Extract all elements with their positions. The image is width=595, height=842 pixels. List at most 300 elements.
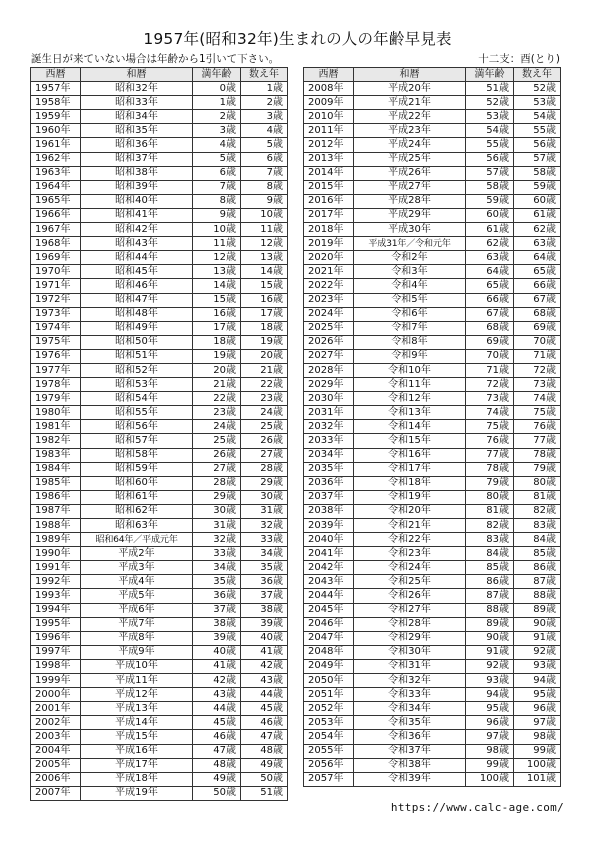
cell-wareki: 平成16年 <box>81 744 193 758</box>
cell-wareki: 令和24年 <box>354 561 466 575</box>
cell-wareki: 昭和35年 <box>81 124 193 138</box>
cell-wareki: 昭和46年 <box>81 279 193 293</box>
cell-kazoedoshi: 8歳 <box>241 180 288 194</box>
cell-man-nenrei: 6歳 <box>193 166 241 180</box>
cell-man-nenrei: 72歳 <box>466 378 514 392</box>
cell-seireki: 1957年 <box>31 82 81 96</box>
table-row <box>304 251 561 265</box>
cell-man-nenrei: 54歳 <box>466 124 514 138</box>
cell-wareki: 昭和49年 <box>81 321 193 335</box>
cell-seireki: 2013年 <box>304 152 354 166</box>
cell-man-nenrei: 71歳 <box>466 363 514 377</box>
table-row <box>304 462 561 476</box>
header-man-nenrei: 満年齢 <box>466 68 514 82</box>
cell-seireki: 1984年 <box>31 462 81 476</box>
table-row <box>31 194 288 208</box>
cell-seireki: 2052年 <box>304 702 354 716</box>
cell-seireki: 2035年 <box>304 462 354 476</box>
cell-man-nenrei: 24歳 <box>193 420 241 434</box>
cell-kazoedoshi: 45歳 <box>241 702 288 716</box>
cell-seireki: 2032年 <box>304 420 354 434</box>
table-row <box>304 152 561 166</box>
cell-kazoedoshi: 85歳 <box>514 547 561 561</box>
cell-kazoedoshi: 4歳 <box>241 124 288 138</box>
cell-kazoedoshi: 64歳 <box>514 251 561 265</box>
cell-kazoedoshi: 2歳 <box>241 96 288 110</box>
cell-man-nenrei: 42歳 <box>193 674 241 688</box>
cell-seireki: 1966年 <box>31 208 81 222</box>
table-row <box>304 321 561 335</box>
cell-wareki: 昭和41年 <box>81 208 193 222</box>
cell-man-nenrei: 32歳 <box>193 533 241 547</box>
cell-wareki: 昭和34年 <box>81 110 193 124</box>
cell-wareki: 昭和38年 <box>81 166 193 180</box>
cell-seireki: 2026年 <box>304 335 354 349</box>
cell-man-nenrei: 9歳 <box>193 208 241 222</box>
cell-man-nenrei: 82歳 <box>466 519 514 533</box>
cell-seireki: 2012年 <box>304 138 354 152</box>
table-row <box>31 237 288 251</box>
cell-kazoedoshi: 43歳 <box>241 674 288 688</box>
cell-seireki: 2023年 <box>304 293 354 307</box>
table-row <box>304 237 561 251</box>
cell-seireki: 2006年 <box>31 772 81 786</box>
table-row <box>304 124 561 138</box>
cell-kazoedoshi: 18歳 <box>241 321 288 335</box>
table-row <box>304 504 561 518</box>
cell-seireki: 2005年 <box>31 758 81 772</box>
cell-seireki: 2015年 <box>304 180 354 194</box>
cell-seireki: 1987年 <box>31 504 81 518</box>
cell-wareki: 昭和37年 <box>81 152 193 166</box>
table-row <box>304 758 561 772</box>
cell-wareki: 平成13年 <box>81 702 193 716</box>
cell-man-nenrei: 27歳 <box>193 462 241 476</box>
table-row <box>304 392 561 406</box>
cell-man-nenrei: 47歳 <box>193 744 241 758</box>
cell-seireki: 2046年 <box>304 617 354 631</box>
cell-kazoedoshi: 48歳 <box>241 744 288 758</box>
cell-seireki: 1988年 <box>31 519 81 533</box>
cell-man-nenrei: 97歳 <box>466 730 514 744</box>
cell-man-nenrei: 61歳 <box>466 223 514 237</box>
cell-wareki: 令和2年 <box>354 251 466 265</box>
page-title: 1957年(昭和32年)生まれの人の年齢早見表 <box>143 30 452 48</box>
table-row <box>31 378 288 392</box>
cell-wareki: 平成25年 <box>354 152 466 166</box>
cell-wareki: 平成19年 <box>81 786 193 800</box>
cell-seireki: 2049年 <box>304 659 354 673</box>
cell-kazoedoshi: 44歳 <box>241 688 288 702</box>
cell-wareki: 昭和53年 <box>81 378 193 392</box>
cell-man-nenrei: 78歳 <box>466 462 514 476</box>
cell-man-nenrei: 65歳 <box>466 279 514 293</box>
cell-wareki: 平成15年 <box>81 730 193 744</box>
cell-kazoedoshi: 32歳 <box>241 519 288 533</box>
table-row <box>31 392 288 406</box>
cell-man-nenrei: 62歳 <box>466 237 514 251</box>
table-row <box>31 124 288 138</box>
cell-wareki: 平成2年 <box>81 547 193 561</box>
cell-man-nenrei: 23歳 <box>193 406 241 420</box>
cell-wareki: 令和14年 <box>354 420 466 434</box>
cell-wareki: 昭和36年 <box>81 138 193 152</box>
cell-man-nenrei: 64歳 <box>466 265 514 279</box>
cell-wareki: 昭和48年 <box>81 307 193 321</box>
cell-seireki: 2001年 <box>31 702 81 716</box>
cell-kazoedoshi: 34歳 <box>241 547 288 561</box>
header-wareki: 和暦 <box>354 68 466 82</box>
cell-man-nenrei: 26歳 <box>193 448 241 462</box>
cell-kazoedoshi: 17歳 <box>241 307 288 321</box>
header-seireki: 西暦 <box>31 68 81 82</box>
cell-man-nenrei: 49歳 <box>193 772 241 786</box>
cell-kazoedoshi: 25歳 <box>241 420 288 434</box>
cell-seireki: 1985年 <box>31 476 81 490</box>
cell-man-nenrei: 58歳 <box>466 180 514 194</box>
cell-kazoedoshi: 56歳 <box>514 138 561 152</box>
cell-seireki: 2024年 <box>304 307 354 321</box>
table-row <box>304 519 561 533</box>
cell-man-nenrei: 98歳 <box>466 744 514 758</box>
cell-seireki: 1980年 <box>31 406 81 420</box>
cell-kazoedoshi: 21歳 <box>241 363 288 377</box>
cell-kazoedoshi: 87歳 <box>514 575 561 589</box>
cell-man-nenrei: 85歳 <box>466 561 514 575</box>
cell-seireki: 1969年 <box>31 251 81 265</box>
table-row <box>31 82 288 96</box>
table-row <box>31 645 288 659</box>
cell-wareki: 昭和50年 <box>81 335 193 349</box>
cell-wareki: 令和32年 <box>354 674 466 688</box>
cell-seireki: 1989年 <box>31 533 81 547</box>
cell-kazoedoshi: 86歳 <box>514 561 561 575</box>
table-row <box>31 307 288 321</box>
age-table-left <box>30 67 288 801</box>
cell-man-nenrei: 18歳 <box>193 335 241 349</box>
cell-kazoedoshi: 10歳 <box>241 208 288 222</box>
table-row <box>304 194 561 208</box>
cell-wareki: 平成31年／令和元年 <box>354 237 466 251</box>
cell-kazoedoshi: 60歳 <box>514 194 561 208</box>
cell-man-nenrei: 5歳 <box>193 152 241 166</box>
cell-wareki: 平成12年 <box>81 688 193 702</box>
table-row <box>304 617 561 631</box>
cell-man-nenrei: 76歳 <box>466 434 514 448</box>
table-row <box>31 547 288 561</box>
cell-man-nenrei: 33歳 <box>193 547 241 561</box>
cell-wareki: 令和15年 <box>354 434 466 448</box>
cell-seireki: 2016年 <box>304 194 354 208</box>
cell-wareki: 令和3年 <box>354 265 466 279</box>
cell-man-nenrei: 30歳 <box>193 504 241 518</box>
cell-kazoedoshi: 62歳 <box>514 223 561 237</box>
cell-wareki: 昭和51年 <box>81 349 193 363</box>
cell-man-nenrei: 7歳 <box>193 180 241 194</box>
cell-kazoedoshi: 72歳 <box>514 363 561 377</box>
cell-kazoedoshi: 65歳 <box>514 265 561 279</box>
cell-wareki: 昭和55年 <box>81 406 193 420</box>
cell-kazoedoshi: 46歳 <box>241 716 288 730</box>
cell-seireki: 2044年 <box>304 589 354 603</box>
cell-wareki: 令和22年 <box>354 533 466 547</box>
cell-seireki: 2010年 <box>304 110 354 124</box>
cell-kazoedoshi: 91歳 <box>514 631 561 645</box>
cell-man-nenrei: 16歳 <box>193 307 241 321</box>
cell-man-nenrei: 67歳 <box>466 307 514 321</box>
cell-kazoedoshi: 95歳 <box>514 688 561 702</box>
cell-kazoedoshi: 19歳 <box>241 335 288 349</box>
cell-man-nenrei: 25歳 <box>193 434 241 448</box>
cell-kazoedoshi: 55歳 <box>514 124 561 138</box>
cell-kazoedoshi: 71歳 <box>514 349 561 363</box>
cell-seireki: 2037年 <box>304 490 354 504</box>
table-row <box>304 561 561 575</box>
cell-kazoedoshi: 13歳 <box>241 251 288 265</box>
cell-wareki: 昭和43年 <box>81 237 193 251</box>
cell-man-nenrei: 75歳 <box>466 420 514 434</box>
cell-kazoedoshi: 63歳 <box>514 237 561 251</box>
cell-wareki: 昭和47年 <box>81 293 193 307</box>
cell-man-nenrei: 79歳 <box>466 476 514 490</box>
cell-seireki: 2057年 <box>304 772 354 786</box>
table-row <box>304 589 561 603</box>
cell-seireki: 2003年 <box>31 730 81 744</box>
cell-kazoedoshi: 92歳 <box>514 645 561 659</box>
cell-wareki: 令和37年 <box>354 744 466 758</box>
cell-kazoedoshi: 96歳 <box>514 702 561 716</box>
cell-kazoedoshi: 49歳 <box>241 758 288 772</box>
cell-kazoedoshi: 33歳 <box>241 533 288 547</box>
cell-seireki: 2033年 <box>304 434 354 448</box>
cell-kazoedoshi: 79歳 <box>514 462 561 476</box>
cell-man-nenrei: 55歳 <box>466 138 514 152</box>
cell-seireki: 2025年 <box>304 321 354 335</box>
table-row <box>31 504 288 518</box>
cell-wareki: 平成8年 <box>81 631 193 645</box>
cell-seireki: 2027年 <box>304 349 354 363</box>
cell-man-nenrei: 60歳 <box>466 208 514 222</box>
cell-kazoedoshi: 88歳 <box>514 589 561 603</box>
cell-seireki: 2029年 <box>304 378 354 392</box>
cell-wareki: 昭和64年／平成元年 <box>81 533 193 547</box>
cell-man-nenrei: 74歳 <box>466 406 514 420</box>
cell-seireki: 1991年 <box>31 561 81 575</box>
table-row <box>31 688 288 702</box>
cell-wareki: 令和31年 <box>354 659 466 673</box>
table-row <box>31 110 288 124</box>
cell-kazoedoshi: 36歳 <box>241 575 288 589</box>
table-row <box>31 293 288 307</box>
table-row <box>304 674 561 688</box>
cell-kazoedoshi: 9歳 <box>241 194 288 208</box>
cell-wareki: 平成29年 <box>354 208 466 222</box>
cell-seireki: 1982年 <box>31 434 81 448</box>
cell-man-nenrei: 69歳 <box>466 335 514 349</box>
cell-kazoedoshi: 14歳 <box>241 265 288 279</box>
cell-man-nenrei: 53歳 <box>466 110 514 124</box>
cell-wareki: 令和36年 <box>354 730 466 744</box>
cell-wareki: 昭和54年 <box>81 392 193 406</box>
cell-kazoedoshi: 51歳 <box>241 786 288 800</box>
cell-kazoedoshi: 6歳 <box>241 152 288 166</box>
cell-man-nenrei: 34歳 <box>193 561 241 575</box>
table-header-row <box>304 68 561 82</box>
cell-kazoedoshi: 93歳 <box>514 659 561 673</box>
cell-man-nenrei: 31歳 <box>193 519 241 533</box>
table-row <box>304 335 561 349</box>
cell-wareki: 昭和32年 <box>81 82 193 96</box>
zodiac-label: 十二支：酉(とり) <box>478 53 560 65</box>
table-row <box>304 420 561 434</box>
cell-man-nenrei: 51歳 <box>466 82 514 96</box>
table-row <box>31 716 288 730</box>
cell-seireki: 1996年 <box>31 631 81 645</box>
cell-seireki: 1972年 <box>31 293 81 307</box>
cell-man-nenrei: 46歳 <box>193 730 241 744</box>
cell-seireki: 1986年 <box>31 490 81 504</box>
cell-man-nenrei: 91歳 <box>466 645 514 659</box>
cell-seireki: 1977年 <box>31 363 81 377</box>
cell-kazoedoshi: 101歳 <box>514 772 561 786</box>
table-row <box>31 335 288 349</box>
cell-seireki: 2028年 <box>304 363 354 377</box>
cell-kazoedoshi: 3歳 <box>241 110 288 124</box>
table-row <box>304 448 561 462</box>
cell-wareki: 令和26年 <box>354 589 466 603</box>
table-row <box>304 82 561 96</box>
cell-seireki: 1961年 <box>31 138 81 152</box>
cell-wareki: 平成20年 <box>354 82 466 96</box>
cell-wareki: 平成21年 <box>354 96 466 110</box>
cell-kazoedoshi: 83歳 <box>514 519 561 533</box>
cell-wareki: 昭和62年 <box>81 504 193 518</box>
table-row <box>304 223 561 237</box>
table-row <box>31 490 288 504</box>
cell-kazoedoshi: 80歳 <box>514 476 561 490</box>
cell-kazoedoshi: 73歳 <box>514 378 561 392</box>
cell-wareki: 昭和59年 <box>81 462 193 476</box>
table-row <box>31 448 288 462</box>
cell-seireki: 1970年 <box>31 265 81 279</box>
cell-kazoedoshi: 12歳 <box>241 237 288 251</box>
table-row <box>304 533 561 547</box>
table-row <box>31 166 288 180</box>
cell-seireki: 1994年 <box>31 603 81 617</box>
cell-seireki: 2045年 <box>304 603 354 617</box>
site-url: https://www.calc-age.com/ <box>390 801 564 814</box>
cell-kazoedoshi: 97歳 <box>514 716 561 730</box>
cell-kazoedoshi: 53歳 <box>514 96 561 110</box>
cell-seireki: 2048年 <box>304 645 354 659</box>
cell-man-nenrei: 80歳 <box>466 490 514 504</box>
cell-man-nenrei: 50歳 <box>193 786 241 800</box>
table-row <box>31 730 288 744</box>
cell-kazoedoshi: 40歳 <box>241 631 288 645</box>
cell-seireki: 2051年 <box>304 688 354 702</box>
cell-seireki: 1962年 <box>31 152 81 166</box>
cell-seireki: 2034年 <box>304 448 354 462</box>
cell-man-nenrei: 77歳 <box>466 448 514 462</box>
table-row <box>304 772 561 786</box>
cell-man-nenrei: 56歳 <box>466 152 514 166</box>
cell-kazoedoshi: 70歳 <box>514 335 561 349</box>
table-row <box>304 138 561 152</box>
cell-wareki: 令和8年 <box>354 335 466 349</box>
table-row <box>304 349 561 363</box>
table-row <box>31 420 288 434</box>
cell-man-nenrei: 93歳 <box>466 674 514 688</box>
cell-man-nenrei: 87歳 <box>466 589 514 603</box>
cell-kazoedoshi: 15歳 <box>241 279 288 293</box>
cell-kazoedoshi: 75歳 <box>514 406 561 420</box>
cell-wareki: 令和34年 <box>354 702 466 716</box>
cell-man-nenrei: 13歳 <box>193 265 241 279</box>
cell-wareki: 昭和42年 <box>81 223 193 237</box>
table-row <box>31 321 288 335</box>
cell-seireki: 2042年 <box>304 561 354 575</box>
cell-man-nenrei: 68歳 <box>466 321 514 335</box>
cell-seireki: 1974年 <box>31 321 81 335</box>
cell-kazoedoshi: 42歳 <box>241 659 288 673</box>
cell-wareki: 平成3年 <box>81 561 193 575</box>
table-row <box>31 589 288 603</box>
cell-kazoedoshi: 69歳 <box>514 321 561 335</box>
cell-wareki: 令和19年 <box>354 490 466 504</box>
table-row <box>31 476 288 490</box>
cell-man-nenrei: 15歳 <box>193 293 241 307</box>
cell-man-nenrei: 35歳 <box>193 575 241 589</box>
cell-wareki: 令和27年 <box>354 603 466 617</box>
cell-man-nenrei: 3歳 <box>193 124 241 138</box>
cell-man-nenrei: 81歳 <box>466 504 514 518</box>
table-row <box>304 363 561 377</box>
cell-man-nenrei: 86歳 <box>466 575 514 589</box>
table-row <box>304 378 561 392</box>
cell-kazoedoshi: 22歳 <box>241 378 288 392</box>
header-kazoedoshi: 数え年 <box>241 68 288 82</box>
table-row <box>304 293 561 307</box>
cell-man-nenrei: 96歳 <box>466 716 514 730</box>
cell-man-nenrei: 4歳 <box>193 138 241 152</box>
cell-seireki: 2041年 <box>304 547 354 561</box>
cell-wareki: 平成27年 <box>354 180 466 194</box>
cell-man-nenrei: 36歳 <box>193 589 241 603</box>
cell-kazoedoshi: 29歳 <box>241 476 288 490</box>
table-row <box>31 434 288 448</box>
table-row <box>31 575 288 589</box>
cell-wareki: 令和38年 <box>354 758 466 772</box>
cell-man-nenrei: 73歳 <box>466 392 514 406</box>
cell-seireki: 1967年 <box>31 223 81 237</box>
cell-kazoedoshi: 54歳 <box>514 110 561 124</box>
cell-man-nenrei: 1歳 <box>193 96 241 110</box>
cell-wareki: 平成14年 <box>81 716 193 730</box>
cell-seireki: 2053年 <box>304 716 354 730</box>
cell-wareki: 平成17年 <box>81 758 193 772</box>
cell-kazoedoshi: 98歳 <box>514 730 561 744</box>
cell-seireki: 1959年 <box>31 110 81 124</box>
cell-wareki: 昭和44年 <box>81 251 193 265</box>
table-row <box>31 462 288 476</box>
header-man-nenrei: 満年齢 <box>193 68 241 82</box>
cell-seireki: 1971年 <box>31 279 81 293</box>
cell-man-nenrei: 38歳 <box>193 617 241 631</box>
cell-seireki: 1998年 <box>31 659 81 673</box>
cell-kazoedoshi: 99歳 <box>514 744 561 758</box>
cell-seireki: 1968年 <box>31 237 81 251</box>
table-row <box>304 166 561 180</box>
